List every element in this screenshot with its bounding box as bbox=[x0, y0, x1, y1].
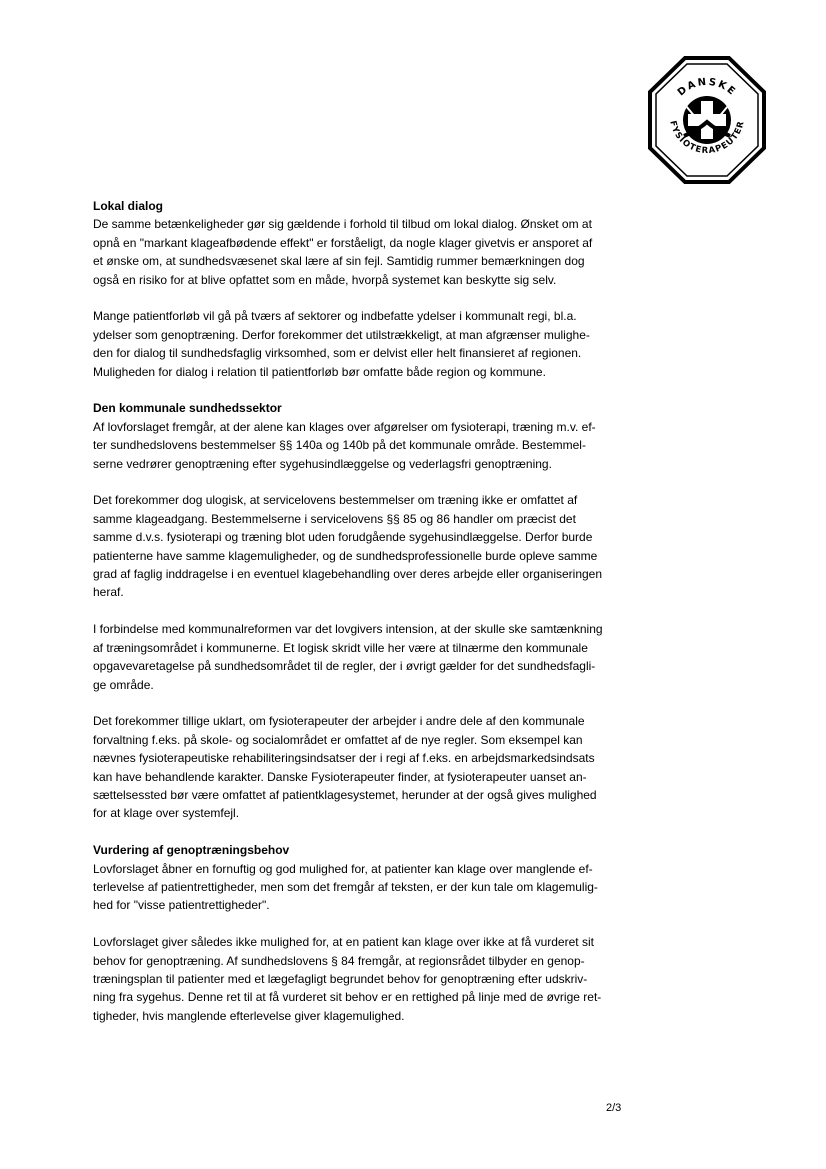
page-number: 2/3 bbox=[606, 1102, 622, 1114]
svg-text:DANSKE: DANSKE bbox=[675, 76, 739, 99]
section-heading: Lokal dialog bbox=[93, 199, 164, 213]
paragraph: Det forekommer dog ulogisk, at servicelovens bestemmelser om træning ikke er omfattet af samme klageadgang. Bestemmelserne i servicelovens §§ 85 og 86 handler om præcist det samme d.v.s. fysioterapi og træning blot uden forudgående sygehusindlæggelse. Derfor burde patienterne have samme klagemuligheder, og de sundhedsprofessionelle burde opleve samme grad af faglig inddragelse i en eventuel klagebehandling over deres arbejde eller organiseringen heraf. bbox=[93, 493, 603, 600]
svg-text:FYSIOTERAPEUTER: FYSIOTERAPEUTER bbox=[667, 119, 747, 157]
paragraph: Mange patientforløb vil gå på tværs af sektorer og indbefatte ydelser i kommunalt regi, bl.a. ydelser som genoptræning. Derfor forekommer det utilstrækkeligt, at man afgrænser mulighe- den for dialog til sundhedsfaglig virksomhed, som er delvist eller helt finansieret af regionen. Muligheden for dialog i relation til patientforløb bør omfatte både region og kommune. bbox=[93, 309, 590, 379]
paragraph: De samme betænkeligheder gør sig gældende i forhold til tilbud om lokal dialog. Ønsket om at opnå en "markant klageafbødende effekt" er forståeligt, da nogle klager givetvis er ansporet af et ønske om, at sundhedsvæsenet skal lære af sin fejl. Samtidig rummer bemærkningen dog også en risiko for at blive opfattet som en måde, hvorpå systemet kan beskytte sig selv. bbox=[93, 217, 593, 287]
paragraph: Lovforslaget giver således ikke mulighed for, at en patient kan klage over ikke at få vurderet sit behov for genoptræning. Af sundhedslovens § 84 fremgår, at regionsrådet tilbyder en genop- træningsplan til patienter med et lægefagligt begrundet behov for genoptræning efter udskriv- ning fra sygehus. Denne ret til at få vurderet sit behov er en rettighed på linje med de øvrige ret- tigheder, hvis manglende efterlevelse giver klagemulighed. bbox=[93, 935, 602, 1023]
paragraph: Af lovforslaget fremgår, at der alene kan klages over afgørelser om fysioterapi, træning m.v. ef- ter sundhedslovens bestemmelser §§ 140a og 140b på det kommunale område. Bestemmel- serne vedrører genoptræning efter sygehusindlæggelse og vederlagsfri genoptræning. bbox=[93, 419, 596, 471]
document-body bbox=[93, 197, 638, 1025]
paragraph: I forbindelse med kommunalreformen var det lovgivers intension, at der skulle ske samtænkning af træningsområdet i kommunerne. Et logisk skridt ville her være at tilnærme den kommunale opgavevaretagelse på sundhedsområdet til de regler, der i øvrigt gælder for det sundhedsfagli- ge område. bbox=[93, 622, 603, 692]
section-heading: Den kommunale sundhedssektor bbox=[93, 401, 282, 416]
danske-fysioterapeuter-logo bbox=[648, 56, 766, 184]
section-heading: Vurdering af genoptræningsbehov bbox=[93, 843, 290, 858]
paragraph: Det forekommer tillige uklart, om fysioterapeuter der arbejder i andre dele af den kommunale forvaltning f.eks. på skole- og socialområdet er omfattet af de nye regler. Som eksempel kan nævnes fysioterapeutiske rehabiliteringsindsatser der i regi af f.eks. en arbejdsmarkedsindsats kan have behandlende karakter. Danske Fysioterapeuter finder, at fysioterapeuter uanset an- sættelsessted bør være omfattet af patientklagesystemet, herunder at der også gives mulighed for at klage over systemfejl. bbox=[93, 714, 597, 821]
paragraph: Lovforslaget åbner en fornuftig og god mulighed for, at patienter kan klage over manglende ef- terlevelse af patientrettigheder, men som det fremgår af teksten, er der kun tale om klagemulig- hed for "visse patientrettigheder". bbox=[93, 861, 598, 913]
